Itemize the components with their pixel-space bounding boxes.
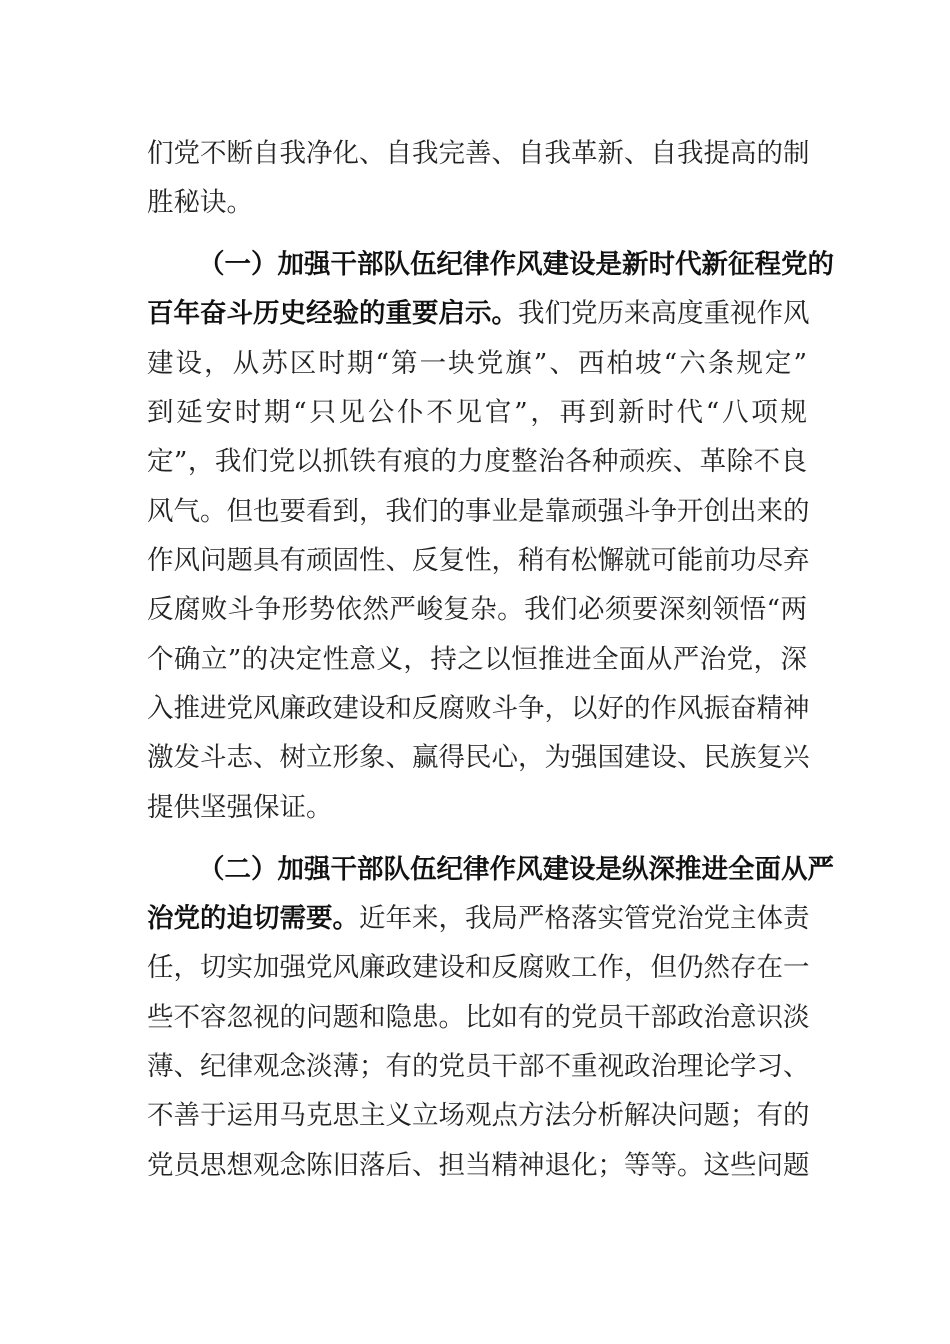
text-segment: 激发斗志、树立形象、赢得民心，为强国建设、民族复兴 — [147, 742, 810, 773]
text-segment: 作风问题具有顽固性、反复性，稍有松懈就可能前功尽弃 — [147, 545, 810, 576]
body-text-line — [147, 1047, 810, 1087]
body-text-line — [147, 442, 807, 482]
body-text-line — [147, 492, 810, 532]
section-heading-text: 百年奋斗历史经验的重要启示。 — [147, 298, 518, 329]
text-segment: 们党不断自我净化、自我完善、自我革新、自我提高的制 — [147, 138, 810, 169]
section-heading-text: （一）加强干部队伍纪律作风建设是新时代新征程党的 — [198, 249, 834, 280]
body-text-line — [147, 899, 810, 939]
body-text-line — [147, 689, 810, 729]
text-segment: 党员思想观念陈旧落后、担当精神退化；等等。这些问题 — [147, 1150, 810, 1181]
body-text-line — [147, 590, 807, 630]
text-segment: 个确立”的决定性意义，持之以恒推进全面从严治党，深 — [147, 644, 807, 675]
text-segment: 任，切实加强党风廉政建设和反腐败工作，但仍然存在一 — [147, 952, 810, 983]
section-heading-line — [198, 245, 834, 285]
section-heading-text: 治党的迫切需要。 — [147, 903, 359, 934]
body-text-line — [147, 393, 807, 433]
text-segment: 我们党历来高度重视作风 — [518, 298, 810, 329]
body-text-line — [147, 1096, 810, 1136]
text-segment: 风气。但也要看到，我们的事业是靠顽强斗争开创出来的 — [147, 496, 810, 527]
section-heading-line — [198, 850, 834, 890]
body-text-line — [147, 948, 810, 988]
body-text-line — [147, 541, 810, 581]
body-text-line — [147, 134, 810, 174]
text-segment: 提供坚强保证。 — [147, 792, 333, 823]
text-segment: 些不容忽视的问题和隐患。比如有的党员干部政治意识淡 — [147, 1002, 810, 1033]
text-segment: 入推进党风廉政建设和反腐败斗争，以好的作风振奋精神 — [147, 693, 810, 724]
section-heading-text: （二）加强干部队伍纪律作风建设是纵深推进全面从严 — [198, 854, 834, 885]
text-segment: 薄、纪律观念淡薄；有的党员干部不重视政治理论学习、 — [147, 1051, 810, 1082]
body-text-line — [147, 640, 807, 680]
body-text-line — [147, 998, 810, 1038]
text-segment: 近年来，我局严格落实管党治党主体责 — [359, 903, 810, 934]
text-segment: 不善于运用马克思主义立场观点方法分析解决问题；有的 — [147, 1100, 810, 1131]
text-segment: 定”，我们党以抓铁有痕的力度整治各种顽疾、革除不良 — [147, 446, 807, 477]
body-text-line — [147, 738, 810, 778]
text-segment: 到延安时期“只见公仆不见官”，再到新时代“八项规 — [147, 397, 807, 428]
body-text-line — [147, 344, 807, 384]
body-text-line — [147, 294, 810, 334]
body-text-line — [147, 183, 807, 223]
body-text-line — [147, 1146, 810, 1186]
text-segment: 反腐败斗争形势依然严峻复杂。我们必须要深刻领悟“两 — [147, 594, 807, 625]
text-segment: 建设，从苏区时期“第一块党旗”、西柏坡“六条规定” — [147, 348, 807, 379]
body-text-line — [147, 788, 807, 828]
text-segment: 胜秘诀。 — [147, 187, 253, 218]
